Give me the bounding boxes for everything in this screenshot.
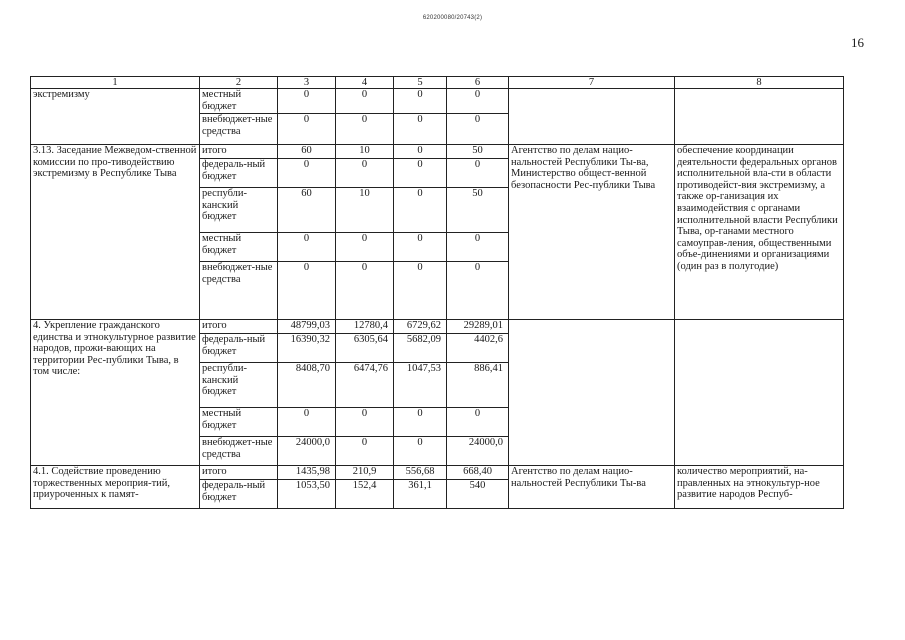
funding-source: внебюджет-ные средства: [200, 437, 278, 466]
table-row: [31, 466, 844, 480]
program-table: [30, 76, 844, 509]
table-row: [31, 145, 844, 159]
expected-result: количество мероприятий, на-правленных на этнокультур-ное развитие народов Респуб-: [675, 466, 844, 509]
year-value: 0: [336, 89, 394, 114]
total-value: 0: [278, 262, 336, 320]
year-value: 12780,4: [336, 320, 394, 334]
year-value: 24000,0: [447, 437, 509, 466]
funding-source: итого: [200, 320, 278, 334]
year-value: 0: [394, 408, 447, 437]
header-cell: 1: [31, 77, 200, 89]
year-value: 6474,76: [336, 363, 394, 408]
year-value: 668,40: [447, 466, 509, 480]
year-value: 210,9: [336, 466, 394, 480]
measure-name: 3.13. Заседание Межведом-ственной комиссии по про-тиводействию экстремизму в Республике Тыва: [31, 145, 200, 320]
year-value: 4402,6: [447, 334, 509, 363]
year-value: 0: [447, 114, 509, 145]
total-value: 1435,98: [278, 466, 336, 480]
year-value: 540: [447, 480, 509, 509]
year-value: 0: [394, 437, 447, 466]
year-value: 0: [394, 114, 447, 145]
year-value: 0: [394, 233, 447, 262]
total-value: 60: [278, 145, 336, 159]
responsible-executor: Агентство по делам нацио-нальностей Республики Ты-ва: [509, 466, 675, 509]
expected-result: обеспечение координации деятельности федеральных органов исполнительной вла-сти в области противодейст-вия экстремизму, а также ор-ганизация их взаимодействия с органами исполнительной власти Республики Тыва, ор-ганами местного самоуправ-ления, общественными объе-динениями и организациями (один раз в полугодие): [675, 145, 844, 320]
header-row: [31, 77, 844, 89]
measure-name: 4.1. Содействие проведению торжественных мероприя-тий, приуроченных к памят-: [31, 466, 200, 509]
funding-source: федераль-ный бюджет: [200, 159, 278, 188]
total-value: 16390,32: [278, 334, 336, 363]
funding-source: республи-канский бюджет: [200, 188, 278, 233]
total-value: 24000,0: [278, 437, 336, 466]
year-value: 0: [336, 233, 394, 262]
funding-source: внебюджет-ные средства: [200, 114, 278, 145]
year-value: 0: [394, 145, 447, 159]
year-value: 10: [336, 145, 394, 159]
year-value: 361,1: [394, 480, 447, 509]
funding-source: местный бюджет: [200, 89, 278, 114]
year-value: 5682,09: [394, 334, 447, 363]
year-value: 6729,62: [394, 320, 447, 334]
year-value: 0: [447, 233, 509, 262]
total-value: 0: [278, 408, 336, 437]
year-value: 152,4: [336, 480, 394, 509]
total-value: 60: [278, 188, 336, 233]
header-cell: 3: [278, 77, 336, 89]
header-cell: 6: [447, 77, 509, 89]
page-number: 16: [851, 35, 864, 50]
total-value: 48799,03: [278, 320, 336, 334]
total-value: 0: [278, 159, 336, 188]
year-value: 50: [447, 145, 509, 159]
year-value: 0: [336, 262, 394, 320]
measure-name: экстремизму: [31, 89, 200, 145]
header-cell: 4: [336, 77, 394, 89]
total-value: 0: [278, 114, 336, 145]
responsible-executor: [509, 320, 675, 466]
year-value: 0: [394, 159, 447, 188]
funding-source: местный бюджет: [200, 233, 278, 262]
header-cell: 7: [509, 77, 675, 89]
total-value: 1053,50: [278, 480, 336, 509]
year-value: 0: [447, 262, 509, 320]
funding-source: итого: [200, 145, 278, 159]
funding-source: федераль-ный бюджет: [200, 334, 278, 363]
measure-name: 4. Укрепление гражданского единства и этнокультурное развитие народов, прожи-вающих на территории Рес-публики Тыва, в том числе:: [31, 320, 200, 466]
header-cell: 8: [675, 77, 844, 89]
table-row: [31, 320, 844, 334]
year-value: 0: [336, 408, 394, 437]
year-value: 50: [447, 188, 509, 233]
total-value: 0: [278, 89, 336, 114]
year-value: 886,41: [447, 363, 509, 408]
year-value: 10: [336, 188, 394, 233]
year-value: 0: [394, 188, 447, 233]
total-value: 8408,70: [278, 363, 336, 408]
funding-source: внебюджет-ные средства: [200, 262, 278, 320]
year-value: 0: [447, 408, 509, 437]
year-value: 556,68: [394, 466, 447, 480]
year-value: 0: [447, 89, 509, 114]
funding-source: республи-канский бюджет: [200, 363, 278, 408]
header-cell: 2: [200, 77, 278, 89]
year-value: 29289,01: [447, 320, 509, 334]
year-value: 0: [394, 262, 447, 320]
table-row: [31, 89, 844, 114]
year-value: 0: [336, 437, 394, 466]
total-value: 0: [278, 233, 336, 262]
funding-source: итого: [200, 466, 278, 480]
responsible-executor: Агентство по делам нацио-нальностей Республики Ты-ва, Министерство общест-венной безопасности Рес-публики Тыва: [509, 145, 675, 320]
year-value: 0: [336, 114, 394, 145]
year-value: 0: [336, 159, 394, 188]
year-value: 0: [394, 89, 447, 114]
responsible-executor: [509, 89, 675, 145]
funding-source: местный бюджет: [200, 408, 278, 437]
year-value: 1047,53: [394, 363, 447, 408]
document-code: 620200080/20743(2): [422, 15, 483, 21]
year-value: 6305,64: [336, 334, 394, 363]
expected-result: [675, 320, 844, 466]
funding-source: федераль-ный бюджет: [200, 480, 278, 509]
year-value: 0: [447, 159, 509, 188]
header-cell: 5: [394, 77, 447, 89]
expected-result: [675, 89, 844, 145]
